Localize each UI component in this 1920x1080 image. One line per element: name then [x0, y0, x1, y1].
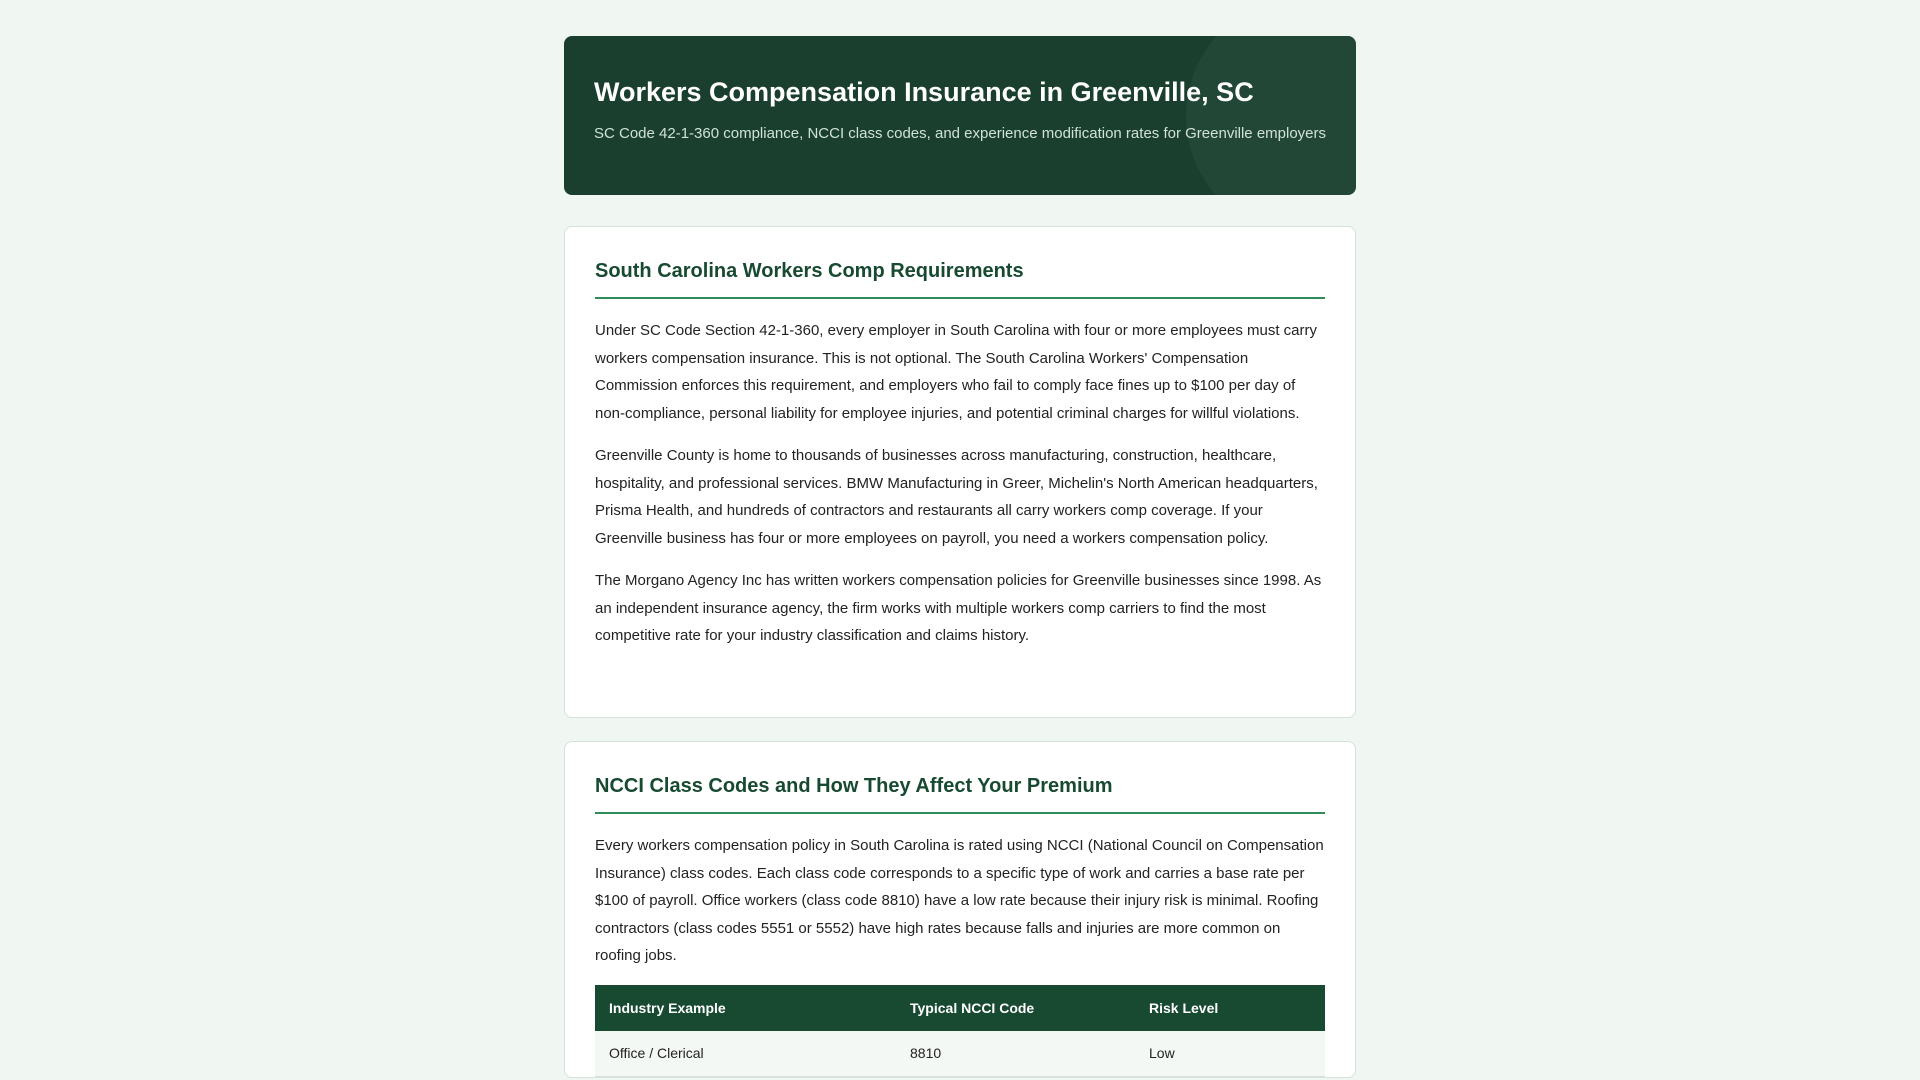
table-header-risk-level: Risk Level: [1149, 999, 1219, 1016]
requirements-paragraph: Under SC Code Section 42-1-360, every employer in South Carolina with four or more employees must carry workers compensation insurance. This is not optional. The South Carolina Workers' Compensation Commission enforces this requirement, and employers who fail to comply face fines up to $100 per day of non-compliance, personal liability for employee injuries, and potential criminal charges for willful violations.: [595, 322, 1317, 422]
table-cell-ncci-code: 8810: [896, 1031, 1135, 1077]
page-content: [564, 36, 1356, 1078]
table-header-ncci-code: Typical NCCI Code: [910, 999, 1035, 1016]
ncci-class-code-table: [595, 985, 1325, 1078]
table-row: [595, 1031, 1325, 1077]
table-cell-risk-level: Low: [1135, 1031, 1325, 1077]
table-cell-industry: Office / Clerical: [595, 1031, 896, 1077]
requirements-paragraph: Greenville County is home to thousands of businesses across manufacturing, construction, healthcare, hospitality, and professional services. BMW Manufacturing in Greer, Michelin's North American headquarters, Prisma Health, and hundreds of contractors and restaurants all carry workers comp coverage. If your Greenville business has four or more employees on payroll, you need a workers compensation policy.: [595, 447, 1318, 547]
table-header-industry: Industry Example: [609, 999, 726, 1016]
hero-banner: [564, 36, 1356, 195]
table-header-row: [595, 985, 1325, 1031]
hero-decoration: [1186, 36, 1356, 195]
requirements-paragraph: The Morgano Agency Inc has written workers compensation policies for Greenville businesses since 1998. As an independent insurance agency, the firm works with multiple workers comp carriers to find the most competitive rate for your industry classification and claims history.: [595, 572, 1322, 644]
page-subtitle: SC Code 42-1-360 compliance, NCCI class codes, and experience modification rates for Greenville employers: [594, 125, 1327, 142]
requirements-heading: South Carolina Workers Comp Requirements: [595, 257, 1325, 299]
page-title: Workers Compensation Insurance in Greenville, SC: [594, 77, 1254, 107]
ncci-section: [564, 741, 1356, 1078]
ncci-heading: NCCI Class Codes and How They Affect Your Premium: [595, 772, 1325, 814]
ncci-paragraph: Every workers compensation policy in South Carolina is rated using NCCI (National Council on Compensation Insurance) class codes. Each class code corresponds to a specific type of work and carries a base rate per $100 of payroll. Office workers (class code 8810) have a low rate because their injury risk is minimal. Roofing contractors (class codes 5551 or 5552) have high rates because falls and injuries are more common on roofing jobs.: [595, 837, 1324, 964]
requirements-section: [564, 226, 1356, 718]
